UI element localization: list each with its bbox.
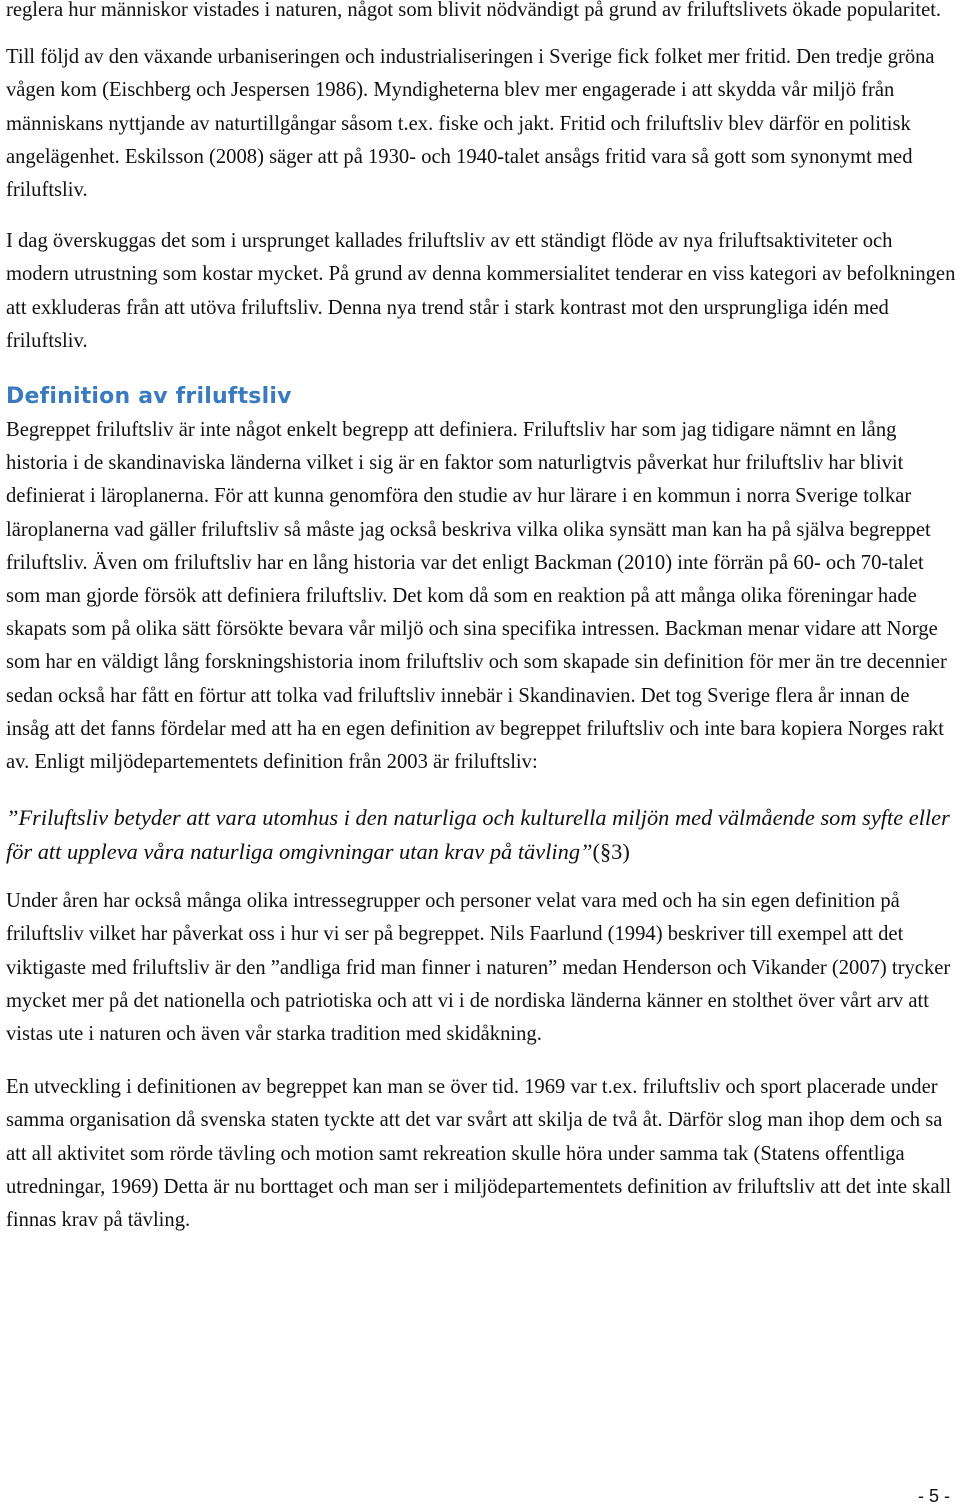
paragraph-text: Under åren har också många olika intressegrupper och personer velat vara med och ha sin egen definition på friluftsliv vilket har påverkat oss i hur vi ser på begreppet. Nils Faarlund (1994) beskriver till exempel att det viktigaste med friluftsliv är den — [6, 890, 904, 979]
paragraph-urbanization: Till följd av den växande urbaniseringen och industrialiseringen i Sverige fick folket mer fritid. Den tredje gröna vågen kom (Eischberg och Jespersen 1986). Myndigheterna blev mer engagerade i att skydda vår miljö från människans nyttjande av naturtillgångar såsom t.ex. fiske och jakt. Fritid och friluftsliv blev därför en politisk angelägenhet. Eskilsson (2008) säger att på 1930- och 1940-talet ansågs fritid vara så gott som synonymt med friluftsliv. — [6, 46, 935, 202]
document-page — [6, 0, 956, 1237]
paragraph-development: En utveckling i definitionen av begreppet kan man se över tid. 1969 var t.ex. friluftsliv och sport placerade under samma organisation då svenska staten tyckte att det var svårt att skilja de två åt. Därför slog man ihop dem och sa att all aktivitet som rörde tävling och motion samt rekreation skulle höra under samma tak (Statens offentliga utredningar, 1969) Detta är nu borttaget och man ser i miljödepartementets definition av friluftsliv att det inte skall finnas krav på tävling. — [6, 1076, 952, 1232]
definition-quote — [6, 801, 956, 869]
inline-quote: ”andliga frid man finner i naturen” — [270, 956, 558, 979]
paragraph-intro-continuation: reglera hur människor vistades i naturen, något som blivit nödvändigt på grund av friluftslivets ökade popularitet. — [6, 0, 942, 21]
section-heading: Definition av friluftsliv — [6, 384, 292, 410]
page-number: - 5 - — [917, 1486, 950, 1506]
quote-text: ”Friluftsliv betyder att vara utomhus i den naturliga och kulturella miljön med välmående som syfte eller för att uppleva våra naturliga omgivningar utan krav på tävling” — [6, 805, 950, 865]
paragraph-interest-groups — [6, 885, 956, 1051]
paragraph-text: medan Henderson och Vikander (2007) trycker mycket mer på det nationella och patriotiska och att vi i de nordiska länderna känner en stolthet över vårt arv att vistas ute i naturen och även vår starka tradition med skidåkning. — [6, 956, 951, 1046]
paragraph-commercialism: I dag överskuggas det som i ursprunget kallades friluftsliv av ett ständigt flöde av nya friluftsaktiviteter och modern utrustning som kostar mycket. På grund av denna kommersialitet tenderar en viss kategori av befolkningen att exkluderas från att utöva friluftsliv. Denna nya trend står i stark kontrast mot den ursprungliga idén med friluftsliv. — [6, 230, 956, 352]
quote-reference: (§3) — [592, 839, 630, 865]
paragraph-definition: Begreppet friluftsliv är inte något enkelt begrepp att definiera. Friluftsliv har som jag tidigare nämnt en lång historia i de skandinaviska länderna vilket i sig är en faktor som naturligtvis påverkat hur friluftsliv har blivit definierat i läroplanerna. För att kunna genomföra den studie av hur lärare i en kommun i norra Sverige tolkar läroplanerna vad gäller friluftsliv så måste jag också beskriva vilka olika synsätt man kan ha på själva begreppet friluftsliv. Även om friluftsliv har en lång historia var det enligt Backman (2010) inte förrän på 60- och 70-talet som man gjorde försök att definiera friluftsliv. Det kom då som en reaktion på att många olika föreningar hade skapats som på olika sätt försökte bevara vår miljö och sina specifika intressen. Backman menar vidare att Norge som har en väldigt lång forskningshistoria inom friluftsliv och som skapade sin definition för mer än tre decennier sedan också har fått en förtur att tolka vad friluftsliv innebär i Skandinavien. Det tog Sverige flera år innan de insåg att det fanns fördelar med att ha en egen definition av begreppet friluftsliv och inte bara kopiera Norges rakt av. Enligt miljödepartementets definition från 2003 är friluftsliv: — [6, 419, 947, 774]
